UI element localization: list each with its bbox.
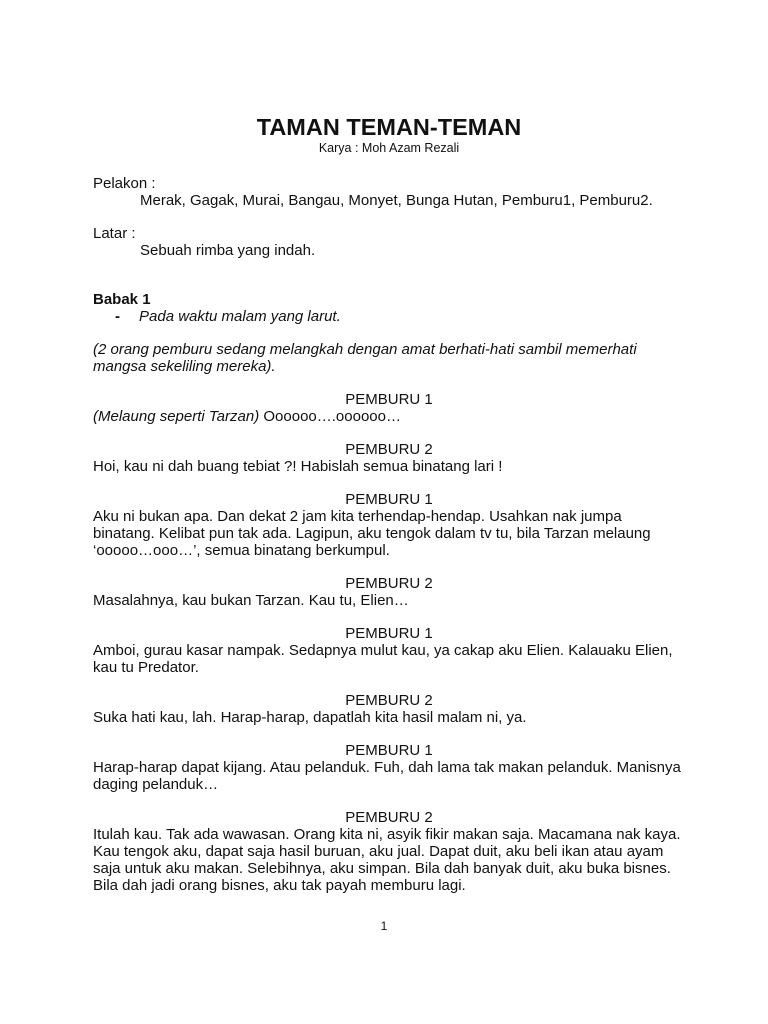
dialogue-line [93, 826, 685, 894]
speaker-name: PEMBURU 1 [345, 391, 433, 408]
cast-list: Merak, Gagak, Murai, Bangau, Monyet, Bunga Hutan, Pemburu1, Pemburu2. [140, 192, 653, 209]
dialogue-text: Amboi, gurau kasar nampak. Sedapnya mulut kau, ya cakap aku Elien. Kalauaku Elien, kau tu Predator. [93, 642, 673, 676]
setting-text: Sebuah rimba yang indah. [140, 242, 316, 259]
dialogue-block [93, 793, 685, 894]
script-body [93, 114, 685, 894]
author-line: Karya : Moh Azam Rezali [318, 141, 460, 155]
dialogue-line [93, 759, 685, 793]
dialogue-block [93, 375, 685, 425]
dialogue-block [93, 726, 685, 793]
dialogue-text: Masalahnya, kau bukan Tarzan. Kau tu, Elien… [93, 592, 409, 609]
scene-bullet [115, 308, 685, 325]
bullet-dash: - [115, 308, 120, 325]
dialogue-line [93, 709, 685, 726]
dialogue-line [93, 642, 685, 676]
speaker-name: PEMBURU 1 [345, 491, 433, 508]
scene-bullet-text: Pada waktu malam yang larut. [139, 308, 341, 325]
dialogue-line [93, 408, 685, 425]
dialogue-line [93, 592, 685, 609]
dialogue-block [93, 425, 685, 475]
dialogue-text: Itulah kau. Tak ada wawasan. Orang kita ni, asyik fikir makan saja. Macamana nak kaya. Kau tengok aku, dapat saja hasil buruan, aku jual. Dapat duit, aku beli ikan atau ayam saja untuk aku makan. Selebihnya, aku simpan. Bila dah banyak duit, aku buka bisnes. Bila dah jadi orang bisnes, aku tak payah memburu lagi. [93, 826, 681, 894]
dialogue-text: Oooooo….oooooo… [259, 408, 401, 425]
scene-heading: Babak 1 [93, 291, 151, 308]
dialogue-text: Harap-harap dapat kijang. Atau pelanduk. Fuh, dah lama tak makan pelanduk. Manisnya daging pelanduk… [93, 759, 681, 793]
dialogue-direction: (Melaung seperti Tarzan) [93, 408, 260, 425]
dialogue-text: Hoi, kau ni dah buang tebiat ?! Habislah semua binatang lari ! [93, 458, 503, 475]
dialogue-text: Suka hati kau, lah. Harap-harap, dapatlah kita hasil malam ni, ya. [93, 709, 527, 726]
stage-direction: (2 orang pemburu sedang melangkah dengan amat berhati-hati sambil memerhati mangsa sekeliling mereka). [93, 341, 637, 375]
page-number: 1 [380, 919, 388, 933]
speaker-name: PEMBURU 2 [345, 809, 433, 826]
speaker-name: PEMBURU 1 [345, 742, 433, 759]
dialogue-block [93, 676, 685, 726]
cast-label: Pelakon : [93, 175, 156, 192]
dialogue-block [93, 475, 685, 559]
speaker-name: PEMBURU 1 [345, 625, 433, 642]
speaker-name: PEMBURU 2 [345, 575, 433, 592]
dialogue-block [93, 559, 685, 609]
speaker-name: PEMBURU 2 [345, 441, 433, 458]
dialogue-block [93, 609, 685, 676]
setting-label: Latar : [93, 225, 136, 242]
dialogue-line [93, 508, 685, 559]
dialogue-list [93, 375, 685, 894]
dialogue-line [93, 458, 685, 475]
speaker-name: PEMBURU 2 [345, 692, 433, 709]
dialogue-text: Aku ni bukan apa. Dan dekat 2 jam kita terhendap-hendap. Usahkan nak jumpa binatang. Kelibat pun tak ada. Lagipun, aku tengok dalam tv tu, bila Tarzan melaung ‘ooooo…ooo…’, semua binatang berkumpul. [93, 508, 651, 559]
page-title: TAMAN TEMAN-TEMAN [256, 114, 522, 140]
